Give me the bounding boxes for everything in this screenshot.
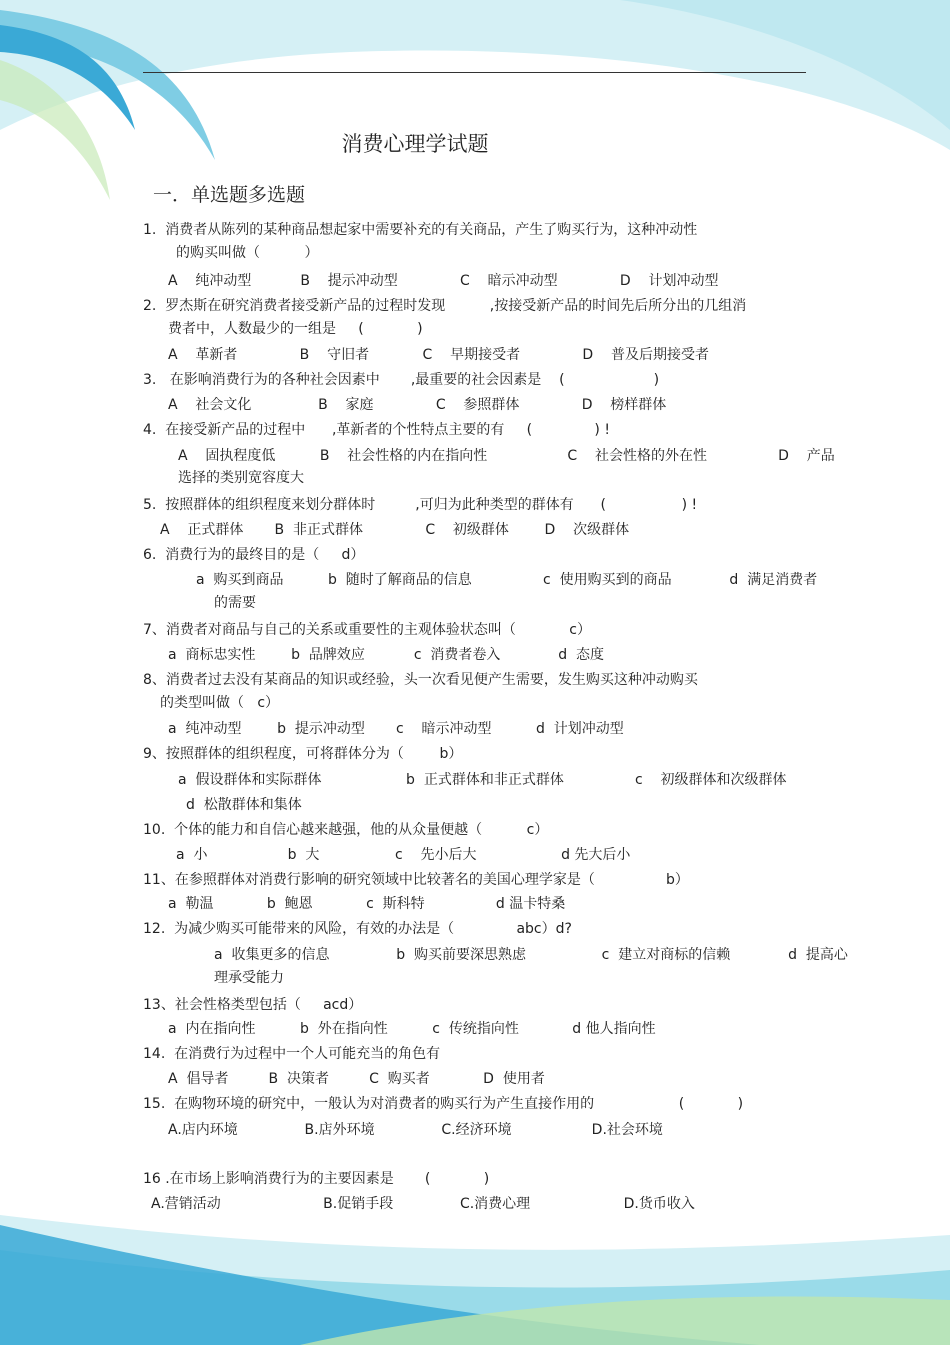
option-line: 的需要 [214, 595, 256, 611]
option-line: A 正式群体 B 非正式群体 C 初级群体 D 次级群体 [160, 522, 630, 538]
option-line: 选择的类别宽容度大 [178, 470, 304, 486]
option-line: A 固执程度低 B 社会性格的内在指向性 C 社会性格的外在性 D 产品 [178, 448, 835, 464]
question-line: 14. 在消费行为过程中一个人可能充当的角色有 [143, 1046, 441, 1062]
question-line: 2. 罗杰斯在研究消费者接受新产品的过程时发现 ,按接受新产品的时间先后所分出的几组消 [143, 298, 747, 314]
question-line: 8、消费者过去没有某商品的知识或经验，头一次看见便产生需要，发生购买这种冲动购买 [143, 672, 698, 688]
option-line: a 商标忠实性 b 品牌效应 c 消费者卷入 d 态度 [168, 647, 605, 663]
option-line: A 社会文化 B 家庭 C 参照群体 D 榜样群体 [168, 397, 667, 413]
option-line: A 倡导者 B 决策者 C 购买者 D 使用者 [168, 1071, 545, 1087]
option-line: a 内在指向性 b 外在指向性 c 传统指向性 d 他人指向性 [168, 1021, 656, 1037]
option-line: A 革新者 B 守旧者 C 早期接受者 D 普及后期接受者 [168, 347, 709, 363]
question-line: 11、在参照群体对消费行影响的研究领域中比较著名的美国心理学家是（ b） [143, 872, 689, 888]
question-line: 13、社会性格类型包括（ acd） [143, 997, 363, 1013]
question-line: 10. 个体的能力和自信心越来越强，他的从众量便越（ c） [143, 822, 549, 838]
question-line: 3. 在影响消费行为的各种社会因素中 ,最重要的社会因素是 ( ) [143, 372, 660, 388]
option-line: a 收集更多的信息 b 购买前要深思熟虑 c 建立对商标的信赖 d 提高心 [214, 947, 848, 963]
question-line: 1. 消费者从陈列的某种商品想起家中需要补充的有关商品，产生了购买行为，这种冲动性 [143, 222, 698, 238]
option-line: d 松散群体和集体 [186, 797, 302, 813]
option-line: a 纯冲动型 b 提示冲动型 c 暗示冲动型 d 计划冲动型 [168, 721, 624, 737]
option-line: A.店内环境 B.店外环境 C.经济环境 D.社会环境 [168, 1122, 663, 1138]
option-line: a 假设群体和实际群体 b 正式群体和非正式群体 c 初级群体和次级群体 [178, 772, 787, 788]
option-line: A 纯冲动型 B 提示冲动型 C 暗示冲动型 D 计划冲动型 [168, 273, 719, 289]
question-line: 7、消费者对商品与自己的关系或重要性的主观体验状态叫（ c） [143, 622, 592, 638]
header-rule [143, 72, 806, 73]
question-line: 12. 为减少购买可能带来的风险，有效的办法是（ abc）d? [143, 921, 572, 937]
question-line: 的类型叫做（ c） [160, 695, 280, 711]
question-line: 的购买叫做（ ） [176, 245, 319, 261]
option-line: 理承受能力 [214, 970, 284, 986]
section-heading: 一．单选题多选题 [153, 184, 306, 206]
option-line: a 购买到商品 b 随时了解商品的信息 c 使用购买到的商品 d 满足消费者 [196, 572, 818, 588]
question-line: 费者中，人数最少的一组是 ( ) [168, 321, 423, 337]
question-line: 4. 在接受新产品的过程中 ,革新者的个性特点主要的有 ( ) ! [143, 422, 610, 438]
question-line: 6. 消费行为的最终目的是（ d） [143, 547, 365, 563]
question-line: 9、按照群体的组织程度，可将群体分为（ b） [143, 746, 463, 762]
option-line: A.营销活动 B.促销手段 C.消费心理 D.货币收入 [151, 1196, 695, 1212]
option-line: a 勒温 b 鲍恩 c 斯科特 d 温卡特桑 [168, 896, 566, 912]
question-line: 15. 在购物环境的研究中，一般认为对消费者的购买行为产生直接作用的 ( ) [143, 1096, 744, 1112]
question-line: 5. 按照群体的组织程度来划分群体时 ,可归为此种类型的群体有 ( ) ! [143, 497, 698, 513]
question-line: 16 .在市场上影响消费行为的主要因素是 ( ) [143, 1171, 490, 1187]
document-title: 消费心理学试题 [341, 132, 489, 156]
option-line: a 小 b 大 c 先小后大 d 先大后小 [176, 847, 631, 863]
